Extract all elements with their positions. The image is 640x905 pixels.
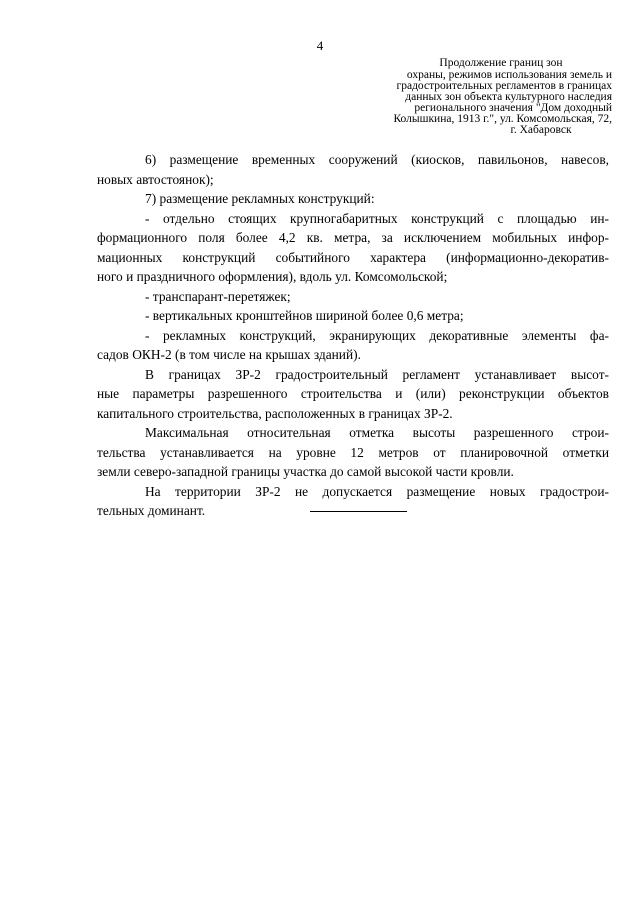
document-header-note <box>350 58 612 136</box>
header-line: регионального значения "Дом доходный <box>414 102 612 114</box>
text-line: формационного поля более 4,2 кв. метра, за исключением мобильных инфор- <box>97 230 609 245</box>
paragraph-item-7 <box>121 189 609 209</box>
text-line: тельных доминант. <box>97 503 206 518</box>
document-body <box>97 150 609 521</box>
text-line: тельства устанавливается на уровне 12 метров от планировочной отметки <box>97 444 609 460</box>
paragraph-item-7-brackets <box>121 306 609 326</box>
paragraph-item-7-freestanding <box>97 209 609 287</box>
text-line: капитального строительства, расположенных в границах ЗР-2. <box>97 405 453 421</box>
header-line: Колышкина, 1913 г.", ул. Комсомольская, 72, <box>393 113 612 125</box>
header-line: г. Хабаровск <box>510 124 572 136</box>
paragraph-zr2-regulation <box>97 365 609 424</box>
header-line: градостроительных регламентов в границах <box>396 80 612 92</box>
paragraph-item-6 <box>97 150 609 189</box>
text-line: В границах ЗР-2 градостроительный регламент устанавливает высот- <box>145 366 609 382</box>
text-line: - транспарант-перетяжек; <box>145 288 291 304</box>
paragraph-max-height <box>97 423 609 482</box>
closing-rule-line <box>310 511 407 512</box>
text-line: 7) размещение рекламных конструкций: <box>145 191 375 206</box>
text-line: ные параметры разрешенного строительства и (или) реконструкции объектов <box>97 386 609 401</box>
text-line: садов ОКН-2 (в том числе на крышах зданий). <box>97 347 361 362</box>
text-line: - отдельно стоящих крупногабаритных конструкций с площадью ин- <box>145 210 609 226</box>
text-line: мационных конструкций событийного характера (информационно-декоратив- <box>97 249 609 265</box>
text-line: новых автостоянок); <box>97 171 214 187</box>
text-line: земли северо-западной границы участка до самой высокой части кровли. <box>97 464 514 479</box>
header-line: Продолжение границ зон <box>439 57 563 69</box>
header-line: охраны, режимов использования земель и <box>406 69 612 81</box>
text-line: 6) размещение временных сооружений (киосков, павильонов, навесов, <box>145 152 609 167</box>
paragraph-dominants <box>97 482 609 521</box>
text-line: - рекламных конструкций, экранирующих декоративные элементы фа- <box>145 327 609 343</box>
text-line: Максимальная относительная отметка высоты разрешенного строи- <box>145 425 609 440</box>
page-number: 4 <box>316 38 324 53</box>
header-line: данных зон объекта культурного наследия <box>405 91 612 103</box>
text-line: На территории ЗР-2 не допускается размещение новых градострои- <box>145 483 609 499</box>
text-line: ного и праздничного оформления), вдоль ул. Комсомольской; <box>97 269 448 284</box>
text-line: - вертикальных кронштейнов шириной более 0,6 метра; <box>145 308 464 323</box>
paragraph-item-7-screening <box>97 326 609 365</box>
paragraph-item-7-banners <box>121 287 609 307</box>
